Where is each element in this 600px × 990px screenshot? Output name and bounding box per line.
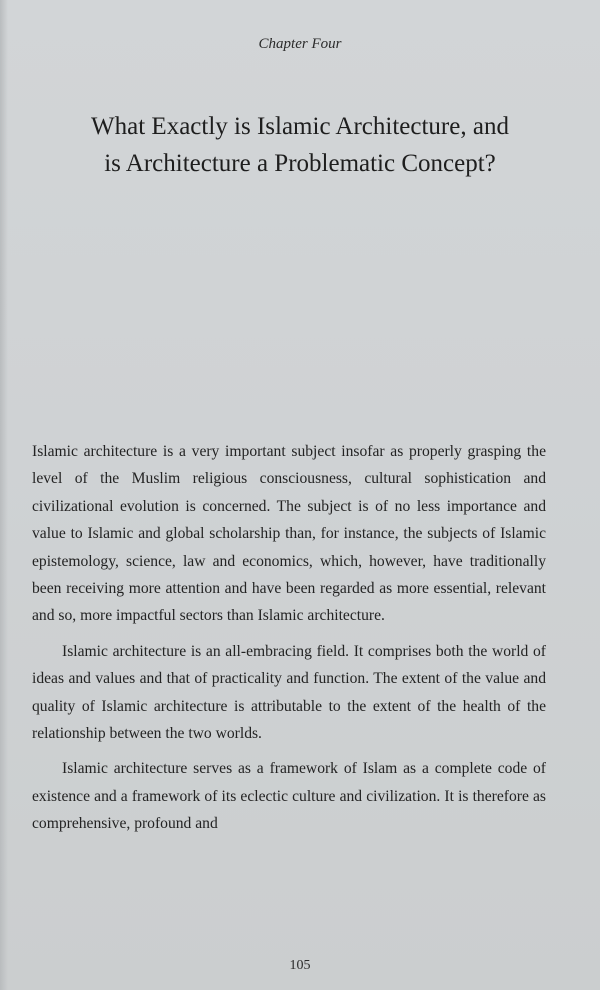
page-number: 105 <box>289 958 311 973</box>
body-text <box>32 438 546 846</box>
chapter-title-line-1: What Exactly is Islamic Architecture, and <box>91 113 509 140</box>
chapter-title-line-2: is Architecture a Problematic Concept? <box>104 150 496 177</box>
paragraph-2: Islamic architecture is an all-embracing field. It comprises both the world of ideas and values and that of practicality and function. The extent of the value and quality of Islamic architecture is attributable to the extent of the health of the relationship between the two worlds. <box>32 642 546 743</box>
paragraph-1: Islamic architecture is a very important subject insofar as properly grasping the level of the Muslim religious consciousness, cultural sophistication and civilizational evolution is concerned. The subject is of no less importance and value to Islamic and global scholarship than, for instance, the subjects of Islamic epistemology, science, law and economics, which, however, have traditionally been receiving more attention and have been regarded as more essential, relevant and so, more impactful sectors than Islamic architecture. <box>32 443 546 625</box>
paragraph-3: Islamic architecture serves as a framework of Islam as a complete code of existence and a framework of its eclectic culture and civilization. It is therefore as comprehensive, profound and <box>32 760 546 833</box>
running-header: Chapter Four <box>258 36 342 52</box>
page-gutter-shadow <box>0 0 8 990</box>
chapter-title <box>20 108 580 182</box>
